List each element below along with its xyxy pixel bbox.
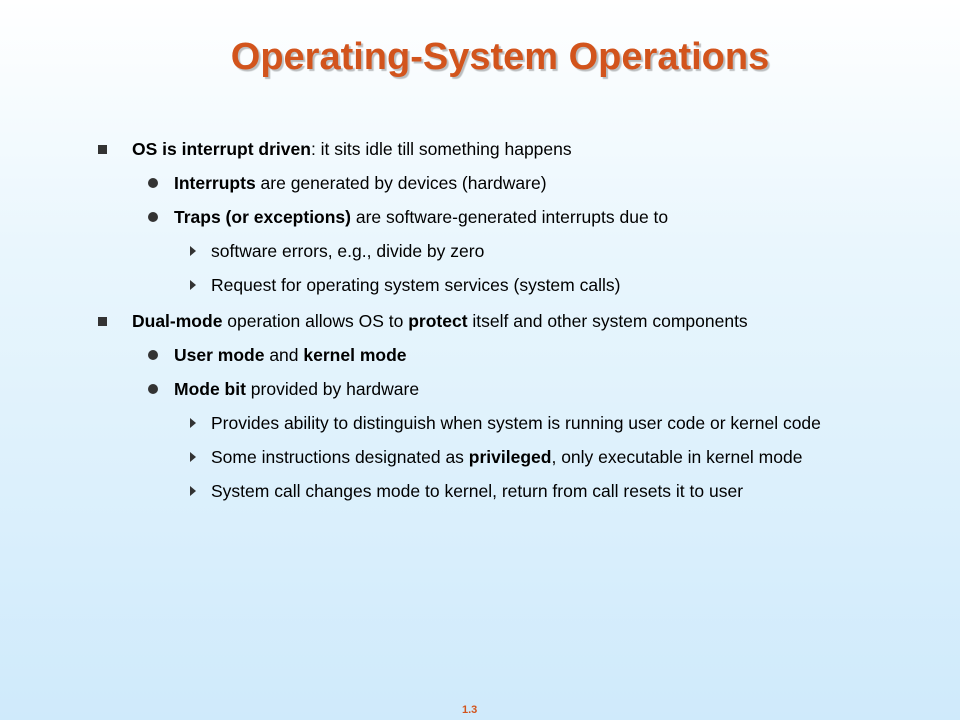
round-bullet-icon [148,178,158,188]
square-bullet-icon [98,145,107,154]
bullet-text: Provides ability to distinguish when system is running user code or kernel code [211,413,821,433]
round-bullet-icon [148,384,158,394]
bullet-text-bold: privileged [468,447,552,467]
bullet-item [96,172,856,194]
bullet-text: software errors, e.g., divide by zero [211,241,485,261]
bullet-text-bold: OS is interrupt driven [132,139,311,159]
bullet-text-bold: kernel mode [303,345,407,365]
arrow-bullet-icon [190,452,196,462]
round-bullet-icon [148,212,158,222]
bullet-item [96,310,852,332]
bullet-text: : it sits idle till something happens [310,139,572,159]
round-bullet-icon [148,350,158,360]
bullet-text-bold: protect [408,311,468,331]
bullet-item [96,274,856,296]
bullet-item [96,480,861,502]
page-number: 1.3 [462,704,478,716]
bullet-text: Some instructions designated as [211,447,469,467]
slide-title: Operating-System Operations [230,36,770,78]
bullet-item [96,378,856,400]
bullet-text: , only executable in kernel mode [551,447,803,467]
bullet-text: System call changes mode to kernel, return from call resets it to user [211,481,744,501]
bullet-text-bold: User mode [174,345,265,365]
bullet-text: are generated by devices (hardware) [255,173,547,193]
bullet-text: provided by hardware [245,379,420,399]
bullet-text-bold: Mode bit [174,379,246,399]
arrow-bullet-icon [190,418,196,428]
bullet-text: itself and other system components [467,311,748,331]
arrow-bullet-icon [190,486,196,496]
square-bullet-icon [98,317,107,326]
bullet-text-bold: Traps (or exceptions) [174,207,351,227]
bullet-item [96,412,861,434]
bullet-list [96,138,856,514]
arrow-bullet-icon [190,280,196,290]
bullet-text: operation allows OS to [222,311,409,331]
bullet-text: Request for operating system services (system calls) [211,275,621,295]
bullet-item [96,344,856,366]
bullet-text: are software-generated interrupts due to [351,207,669,227]
bullet-item [96,206,856,228]
bullet-text-bold: Dual-mode [132,311,223,331]
bullet-text: and [264,345,304,365]
bullet-item [96,240,856,262]
bullet-text-bold: Interrupts [174,173,256,193]
bullet-item [96,138,856,160]
arrow-bullet-icon [190,246,196,256]
bullet-item [96,446,861,468]
